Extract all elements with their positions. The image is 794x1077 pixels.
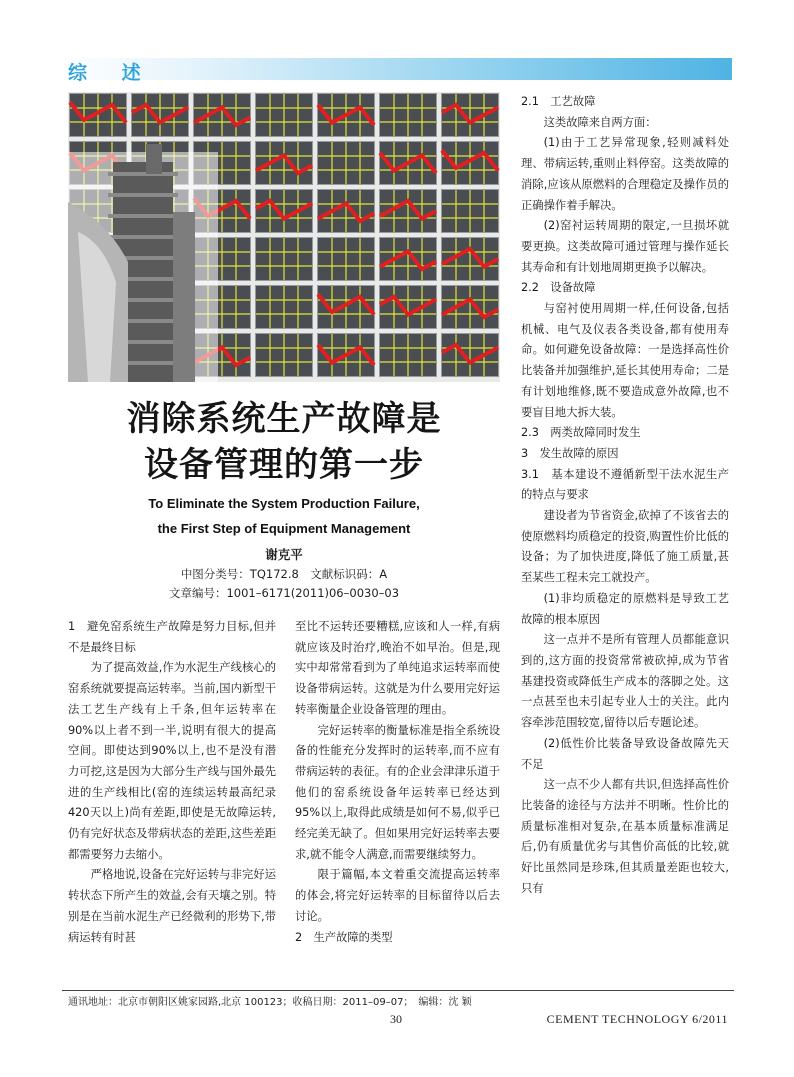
paragraph: (2)低性价比装备导致设备故障先天不足 <box>521 736 729 771</box>
title-block <box>68 396 500 538</box>
section-tag: 综 述 <box>68 62 155 84</box>
tower-floor <box>108 214 178 218</box>
en-title-line-2: the First Step of Equipment Management <box>157 521 411 536</box>
tower-floor <box>108 193 178 197</box>
section-heading: 2 生产故障的类型 <box>295 930 393 944</box>
section-heading: 1 避免窑系统生产故障是努力目标,但并不是最终目标 <box>68 620 276 654</box>
paragraph: 这一点并不是所有管理人员都能意识到的,这方面的投资常常被砍掉,成为节省基建投资或降低生产成本的落脚之处。这一点甚至也未引起专业人士的关注。此内容牵涉范围较宽,留待以后专题论述。 <box>521 633 729 730</box>
body-column-3 <box>521 92 729 899</box>
side-structure <box>173 212 195 382</box>
tower-top <box>146 144 162 174</box>
journal-name: CEMENT TECHNOLOGY 6/2011 <box>546 1012 728 1026</box>
tower-floor <box>108 235 178 239</box>
paragraph: 完好运转率的衡量标准是指全系统设备的性能充分发挥时的运转率,而不应有带病运转的表征。有的企业会津津乐道于他们的窑系统设备年运转率已经达到95%以上,取得此成绩是如何不易,似乎已经完美无缺了。但如果用完好运转率去要求,就不能令人满意,而需要继续努力。 <box>295 723 500 861</box>
section-heading: 2.3 两类故障同时发生 <box>521 426 641 440</box>
page-number: 30 <box>390 1012 402 1026</box>
paragraph: (1)非均质稳定的原燃料是导致工艺故障的根本原因 <box>521 591 729 626</box>
paragraph: 建设者为节省资金,砍掉了不该省去的使原燃料均质稳定的投资,购置性价比低的设备；为了加快进度,降低了施工质量,甚至某些工程未完工就投产。 <box>521 509 729 585</box>
body-column-2 <box>295 617 500 948</box>
footer-rule <box>62 990 734 991</box>
footnote: 通讯地址：北京市朝阳区姚家园路,北京 100123；收稿日期：2011–09–07； 编辑：沈 颖 <box>68 997 472 1008</box>
paragraph: (1)由于工艺异常现象,轻则减料处理、带病运转,重则止料停窑。这类故障的消除,应该从原燃料的合理稳定及操作员的正确操作着手解决。 <box>521 136 729 212</box>
cn-title-line-1: 消除系统生产故障是 <box>126 399 442 439</box>
monitor-wall-image <box>68 92 500 382</box>
paragraph: 这类故障来自两方面： <box>543 115 657 129</box>
header-illustration <box>68 92 500 382</box>
article-number: 文章编号：1001–6171(2011)06–0030–03 <box>168 586 400 600</box>
paragraph: 限于篇幅,本文着重交流提高运转率的体会,将完好运转率的目标留待以后去讨论。 <box>295 868 500 923</box>
author: 谢克平 <box>265 547 303 562</box>
section-header-bar <box>62 58 732 84</box>
tower-floor <box>108 172 178 176</box>
section-heading: 2.1 工艺故障 <box>521 95 596 108</box>
paragraph: 为了提高效益,作为水泥生产线核心的窑系统就要提高运转率。当前,国内新型干法工艺生产线有上千条,但年运转率在90%以上者不到一半,说明有很大的提高空间。即使达到90%以上,也不是没有潜力可挖,这是因为大部分生产线与国外最先进的生产线相比(窑的连续运转最高纪录420天以上)尚有差距,即使是无故障运转,仍有完好状态及带病状态的差距,这些差距都需要努力去缩小。 <box>68 661 276 861</box>
classification-number: 中图分类号：TQ172.8 文献标识码：A <box>180 567 388 581</box>
section-heading: 3.1 基本建设不遵循新型干法水泥生产的特点与要求 <box>521 467 729 502</box>
paragraph: (2)窑衬运转周期的限定,一旦损坏就要更换。这类故障可通过管理与操作延长其寿命和有计划地周期更换予以解决。 <box>521 219 729 274</box>
section-heading: 至比不运转还要糟糕,应该和人一样,有病就应该及时治疗,晚治不如早治。但是,现实中却常常看到为了单纯追求运转率而使设备带病运转。这就是为什么要用完好运转率衡量企业设备管理的理由。 <box>295 620 500 716</box>
paragraph: 这一点不少人都有共识,但选择高性价比装备的途径与方法并不明晰。性价比的质量标准相对复杂,在基本质量标准满足后,仍有质量优劣与其售价高低的比较,就好比虽然同是珍珠,但其质量差距也较大,只有 <box>521 778 729 895</box>
paragraph: 与窑衬使用周期一样,任何设备,包括机械、电气及仪表各类设备,都有使用寿命。如何避免设备故障：一是选择高性价比装备并加强维护,延长其使用寿命；二是有计划地维修,既不要造成意外故障,也不要盲目地大拆大装。 <box>521 302 729 419</box>
paragraph: 严格地说,设备在完好运转与非完好运转状态下所产生的效益,会有天壤之别。特别是在当前水泥生产已经微利的形势下,带病运转有时甚 <box>68 868 276 944</box>
section-heading: 2.2 设备故障 <box>521 281 596 295</box>
cn-title-line-2: 设备管理的第一步 <box>144 445 424 485</box>
body-column-1 <box>68 617 276 948</box>
section-heading: 3 发生故障的原因 <box>521 446 619 460</box>
en-title-line-1: To Eliminate the System Production Failure, <box>148 496 420 511</box>
